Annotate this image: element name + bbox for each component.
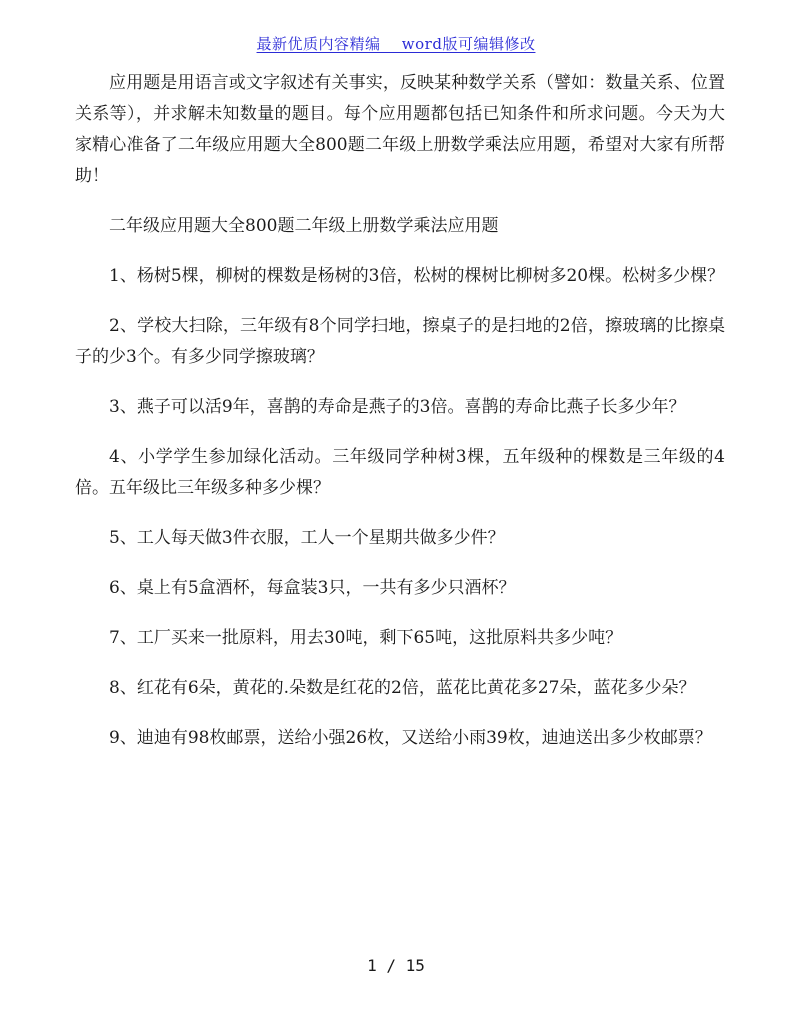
subtitle-paragraph: 二年级应用题大全800题二年级上册数学乘法应用题 bbox=[109, 216, 499, 236]
problem-6: 6、桌上有5盒酒杯，每盒装3只，一共有多少只酒杯？ bbox=[109, 578, 516, 598]
problem-7: 7、工厂买来一批原料，用去30吨，剩下65吨，这批原料共多少吨？ bbox=[109, 628, 623, 648]
intro-paragraph: 应用题是用语言或文字叙述有关事实，反映某种数学关系（譬如：数量关系、位置关系等），并求解未知数量的题目。每个应用题都包括已知条件和所求问题。今天为大家精心准备了二年级应用题大全800题二年级上册数学乘法应用题，希望对大家有所帮助！ bbox=[75, 73, 725, 186]
problem-5: 5、工人每天做3件衣服，工人一个星期共做多少件？ bbox=[109, 528, 505, 548]
problem-2: 2、学校大扫除，三年级有8个同学扫地，擦桌子的是扫地的2倍，擦玻璃的比擦桌子的少3个。有多少同学擦玻璃？ bbox=[75, 316, 725, 367]
problem-1: 1、杨树5棵，柳树的棵数是杨树的3倍，松树的棵树比柳树多20棵。松树多少棵？ bbox=[109, 266, 725, 286]
problem-3: 3、燕子可以活9年，喜鹊的寿命是燕子的3倍。喜鹊的寿命比燕子长多少年？ bbox=[109, 397, 686, 417]
page-header: 最新优质内容精编_ _word版可编辑修改 bbox=[256, 35, 536, 53]
problem-4: 4、小学学生参加绿化活动。三年级同学种树3棵，五年级种的棵数是三年级的4倍。五年级比三年级多种多少棵？ bbox=[75, 447, 725, 498]
problem-8: 8、红花有6朵，黄花的.朵数是红花的2倍，蓝花比黄花多27朵，蓝花多少朵？ bbox=[109, 678, 696, 698]
problem-9: 9、迪迪有98枚邮票，送给小强26枚，又送给小雨39枚，迪迪送出多少枚邮票？ bbox=[109, 728, 712, 748]
document-body bbox=[75, 68, 725, 754]
page-number: 1 / 15 bbox=[367, 956, 425, 975]
